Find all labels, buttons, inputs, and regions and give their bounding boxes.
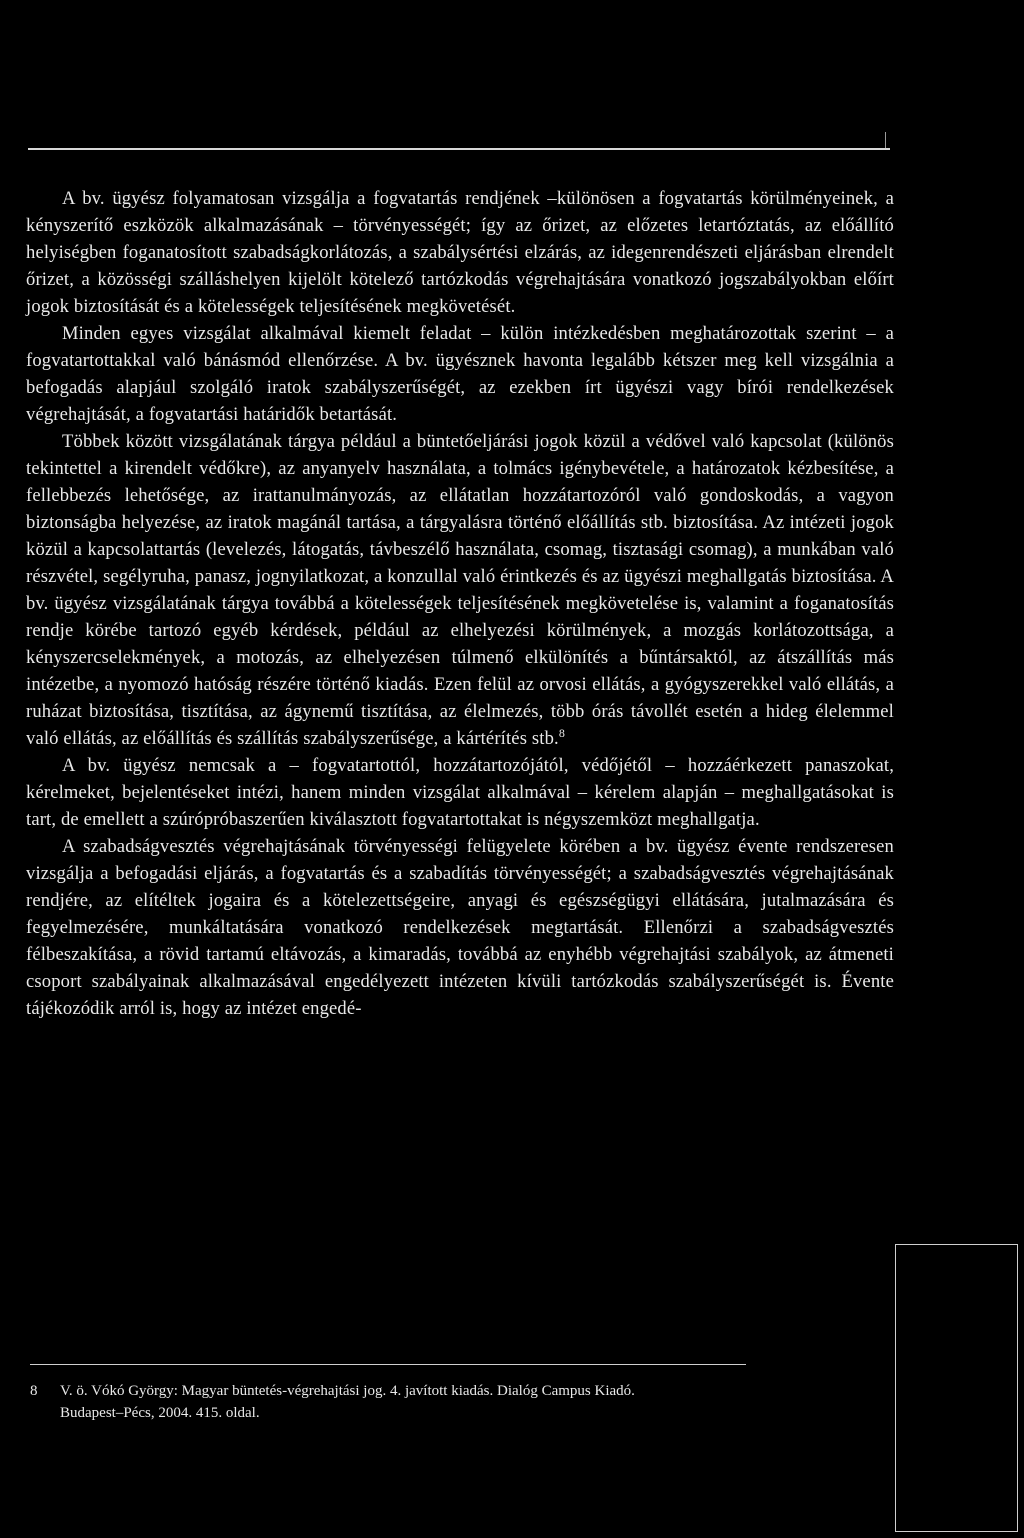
header-rule xyxy=(28,148,890,150)
footnote-number: 8 xyxy=(30,1383,38,1399)
footnote xyxy=(30,1380,890,1424)
paragraph-1: A bv. ügyész folyamatosan vizsgálja a fogvatartás rendjének –különösen a fogvatartás körülményeinek, a kényszerítő eszközök alkalmazásának – törvényességét; így az őrizet, az előzetes letartóztatás, az előállító helyiségben foganatosított szabadságkorlátozás, a szabálysértési elzárás, az idegenrendészeti eljárásban elrendelt őrizet, a közösségi szálláshelyen kijelölt kötelező tartózkodás végrehajtására vonatkozó jogszabályokban előírt jogok biztosítását és a kötelességek teljesítésének megkövetését. xyxy=(26,188,894,317)
paragraph-5: A szabadságvesztés végrehajtásának törvényességi felügyelete körében a bv. ügyész évente rendszeresen vizsgálja a befogadási eljárás, a fogvatartás és a szabadítás törvényességét; a szabadságvesztés végrehajtásának rendjére, az elítéltek jogaira és a kötelezettségeire, anyagi és egészségügyi ellátására, jutalmazására és fegyelmezésére, munkáltatására vonatkozó rendelkezések megtartását. Ellenőrzi a szabadságvesztés félbeszakítása, a rövid tartamú eltávozás, a kimaradás, továbbá az enyhébb végrehajtási szabályok, az átmeneti csoport szabályainak alkalmazásával engedélyezett intézeten kívüli tartózkodás szabályszerűségét is. Évente tájékozódik arról is, hogy az intézet engedé- xyxy=(26,836,894,1019)
paragraph-4: A bv. ügyész nemcsak a – fogvatartottól, hozzátartozójától, védőjétől – hozzáérkezett panaszokat, kérelmeket, bejelentéseket intézi, hanem minden vizsgálat alkalmával – kérelem alapján – meghallgatásokat is tart, de emellett a szúrópróbaszerűen kiválasztott fogvatartottakat is négyszemközt meghallgatja. xyxy=(26,755,894,830)
footnote-body xyxy=(60,1380,890,1424)
paragraph-3 xyxy=(26,428,894,752)
footnote-marker: 8 xyxy=(558,725,565,740)
footnote-line-2: Budapest–Pécs, 2004. 415. oldal. xyxy=(60,1405,260,1421)
paragraph-3-text: Többek között vizsgálatának tárgya például a büntetőeljárási jogok közül a védővel való kapcsolat (különös tekintettel a kirendelt védőkre), az anyanyelv használata, a tolmács igénybevétele, a határozatok kézbesítése, a fellebbezés lehetősége, az irattanulmányozás, az ellátatlan hozzátartozóról való gondoskodás, a vagyon biztonságba helyezése, az iratok magánál tartása, a tárgyalásra történő előállítás stb. biztosítása. Az intézeti jogok közül a kapcsolattartás (levelezés, látogatás, távbeszélő használata, csomag, tisztasági csomag), a munkában való részvétel, segélyruha, panasz, jognyilatkozat, a konzullal való érintkezés és az ügyészi meghallgatás biztosítása. A bv. ügyész vizsgálatának tárgya továbbá a kötelességek teljesítésének megkövetelése is, valamint a foganatosítás rendje körébe tartozó egyéb kérdések, például az elhelyezési körülmények, a mozgás korlátozottsága, a kényszercselekmények, a motozás, az elhelyezésen túlmenő elkülönítés a bűntársaktól, az átszállítás más intézetbe, a nyomozó hatóság részére történő kiadás. Ezen felül az orvosi ellátás, a gyógyszerekkel való ellátás, a ruházat biztosítása, tisztítása, az ágynemű tisztítása, az élelmezés, több órás távollét esetén a hideg élelemmel való ellátás, az előállítás és szállítás szabályszerűsége, a kártérítés stb. xyxy=(26,431,894,749)
paragraph-2: Minden egyes vizsgálat alkalmával kiemelt feladat – külön intézkedésben meghatározottak szerint – a fogvatartottakkal való bánásmód ellenőrzése. A bv. ügyésznek havonta legalább kétszer meg kell vizsgálnia a befogadás alapjául szolgáló iratok szabályszerűségét, az ezekben írt ügyészi vagy bírói rendelkezések végrehajtását, a fogvatartási határidők betartását. xyxy=(26,323,894,425)
footnote-rule xyxy=(30,1364,746,1365)
footnote-line-1: V. ö. Vókó György: Magyar büntetés-végrehajtási jog. 4. javított kiadás. Dialóg Campus Kiadó. xyxy=(60,1383,635,1399)
margin-box xyxy=(895,1244,1018,1532)
header-rule-tick xyxy=(885,132,886,148)
main-text xyxy=(26,185,894,1022)
